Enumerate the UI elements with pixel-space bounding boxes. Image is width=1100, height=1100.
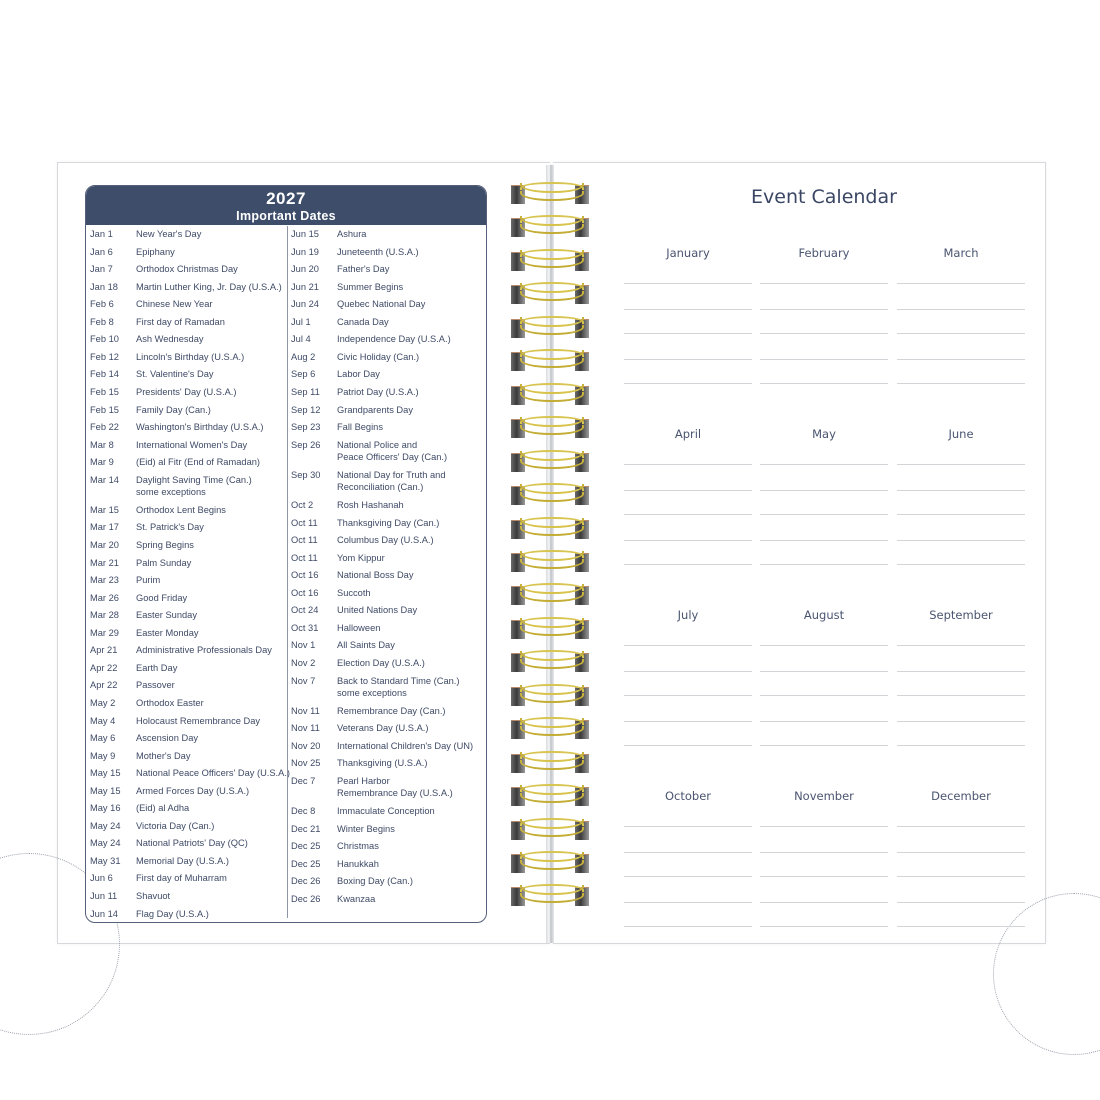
event-calendar-title: Event Calendar xyxy=(751,186,897,208)
month-block-december xyxy=(897,789,1025,803)
date-label: Mar 29 xyxy=(90,627,119,638)
month-block-january xyxy=(624,246,752,260)
date-label: Sep 6 xyxy=(291,369,316,380)
dates-left-column xyxy=(86,226,291,922)
writing-line[interactable] xyxy=(760,745,888,746)
event-label-continued: Reconciliation (Can.) xyxy=(337,482,424,493)
event-label: Mother's Day xyxy=(136,750,191,761)
writing-line[interactable] xyxy=(897,540,1025,541)
writing-line[interactable] xyxy=(624,926,752,927)
date-label: May 31 xyxy=(90,855,121,866)
event-label: Election Day (U.S.A.) xyxy=(337,657,425,668)
writing-line[interactable] xyxy=(760,721,888,722)
writing-line[interactable] xyxy=(760,876,888,877)
date-label: Mar 14 xyxy=(90,474,119,485)
month-name: July xyxy=(677,608,699,622)
event-label: Columbus Day (U.S.A.) xyxy=(337,535,434,546)
writing-line[interactable] xyxy=(897,333,1025,334)
writing-line[interactable] xyxy=(760,383,888,384)
date-label: Mar 15 xyxy=(90,504,119,515)
writing-line[interactable] xyxy=(760,926,888,927)
event-label: Thanksgiving (U.S.A.) xyxy=(337,758,428,769)
writing-line[interactable] xyxy=(897,490,1025,491)
event-label: Ashura xyxy=(337,229,367,239)
spiral-ring xyxy=(511,617,589,642)
event-label: Good Friday xyxy=(136,592,188,603)
event-label: Veterans Day (U.S.A.) xyxy=(337,723,429,734)
date-label: Sep 23 xyxy=(291,422,321,433)
event-label: Fall Begins xyxy=(337,422,383,433)
event-label: Civic Holiday (Can.) xyxy=(337,351,420,362)
writing-line[interactable] xyxy=(624,464,752,465)
spiral-ring xyxy=(511,349,589,374)
date-label: Feb 14 xyxy=(90,369,119,380)
writing-line[interactable] xyxy=(897,695,1025,696)
writing-line[interactable] xyxy=(897,359,1025,360)
date-label: May 15 xyxy=(90,768,121,779)
spiral-ring xyxy=(511,884,589,909)
date-label: Oct 16 xyxy=(291,587,319,598)
writing-line[interactable] xyxy=(897,383,1025,384)
date-label: Oct 16 xyxy=(291,570,319,581)
date-label: Feb 15 xyxy=(90,404,119,415)
writing-line[interactable] xyxy=(897,745,1025,746)
date-label: Apr 22 xyxy=(90,680,118,691)
dates-right-column xyxy=(287,226,487,918)
date-label: Jan 6 xyxy=(90,246,113,257)
date-label: Feb 12 xyxy=(90,351,119,362)
event-label: Lincoln's Birthday (U.S.A.) xyxy=(136,351,245,362)
event-label: Easter Sunday xyxy=(136,610,197,621)
date-label: Feb 22 xyxy=(90,422,119,433)
writing-line[interactable] xyxy=(760,645,888,646)
date-label: Mar 17 xyxy=(90,522,119,533)
date-label: Aug 2 xyxy=(291,351,316,362)
spiral-ring xyxy=(511,416,589,441)
event-label: National Day for Truth and xyxy=(337,469,446,480)
date-label: Apr 22 xyxy=(90,662,118,673)
event-label: Kwanzaa xyxy=(337,893,376,904)
date-label: May 15 xyxy=(90,785,121,796)
writing-line[interactable] xyxy=(624,514,752,515)
date-label: Mar 26 xyxy=(90,592,119,603)
event-label: Back to Standard Time (Can.) xyxy=(337,675,460,686)
event-label: (Eid) al Fitr (End of Ramadan) xyxy=(136,457,261,468)
month-block-november xyxy=(760,789,888,803)
date-label: Jan 18 xyxy=(90,281,118,292)
event-label: Patriot Day (U.S.A.) xyxy=(337,386,419,397)
date-label: May 24 xyxy=(90,820,121,831)
writing-line[interactable] xyxy=(624,283,752,284)
date-label: Sep 30 xyxy=(291,469,321,480)
event-label: Independence Day (U.S.A.) xyxy=(337,334,451,345)
date-label: Nov 11 xyxy=(291,705,320,716)
event-label: International Women's Day xyxy=(136,439,248,450)
event-label: Thanksgiving Day (Can.) xyxy=(337,517,440,528)
writing-line[interactable] xyxy=(760,902,888,903)
date-label: Jun 24 xyxy=(291,299,319,310)
writing-line[interactable] xyxy=(624,645,752,646)
writing-line[interactable] xyxy=(624,490,752,491)
writing-line[interactable] xyxy=(760,359,888,360)
writing-line[interactable] xyxy=(624,695,752,696)
date-label: Nov 11 xyxy=(291,723,320,734)
spiral-ring xyxy=(511,751,589,776)
month-name: January xyxy=(666,246,710,260)
date-label: Mar 9 xyxy=(90,457,114,468)
event-label: Orthodox Christmas Day xyxy=(136,264,238,275)
date-label: Nov 25 xyxy=(291,758,321,769)
date-label: Dec 25 xyxy=(291,841,321,852)
writing-line[interactable] xyxy=(760,464,888,465)
date-label: May 2 xyxy=(90,697,116,708)
date-label: Mar 20 xyxy=(90,540,119,550)
writing-line[interactable] xyxy=(760,514,888,515)
writing-line[interactable] xyxy=(624,359,752,360)
month-name: February xyxy=(798,246,850,260)
month-name: December xyxy=(931,789,991,803)
date-label: Mar 23 xyxy=(90,575,119,586)
year-heading: 2027 xyxy=(266,189,306,208)
event-label: Canada Day xyxy=(337,316,389,327)
spiral-ring xyxy=(511,818,589,843)
month-block-june xyxy=(897,427,1025,441)
month-block-september xyxy=(897,608,1025,622)
event-label: Ascension Day xyxy=(136,733,199,744)
date-label: Jul 4 xyxy=(291,334,311,345)
month-name: August xyxy=(803,608,845,622)
writing-line[interactable] xyxy=(760,826,888,827)
event-label: Earth Day xyxy=(136,662,178,673)
writing-line[interactable] xyxy=(624,671,752,672)
spiral-ring xyxy=(511,517,589,542)
event-label: New Year's Day xyxy=(136,229,202,239)
writing-line[interactable] xyxy=(624,333,752,334)
date-label: Dec 21 xyxy=(291,823,321,834)
spiral-ring xyxy=(511,550,589,575)
event-label-continued: some exceptions xyxy=(337,688,407,698)
event-label: Juneteenth (U.S.A.) xyxy=(337,246,419,257)
date-label: Feb 10 xyxy=(90,334,119,345)
writing-line[interactable] xyxy=(624,383,752,384)
writing-line[interactable] xyxy=(897,283,1025,284)
event-label: Grandparents Day xyxy=(337,404,413,415)
writing-line[interactable] xyxy=(897,514,1025,515)
date-label: Oct 11 xyxy=(291,535,318,546)
date-label: May 24 xyxy=(90,838,121,849)
event-label: National Peace Officers' Day (U.S.A.) xyxy=(136,768,291,779)
date-label: Jan 1 xyxy=(90,229,113,239)
event-label: Hanukkah xyxy=(337,858,379,869)
important-dates-header xyxy=(86,186,486,225)
month-name: October xyxy=(664,789,712,803)
writing-line[interactable] xyxy=(624,745,752,746)
month-block-may xyxy=(760,427,888,441)
event-label: International Children's Day (UN) xyxy=(337,740,474,751)
event-label: Father's Day xyxy=(337,264,390,275)
writing-line[interactable] xyxy=(897,671,1025,672)
writing-line[interactable] xyxy=(760,695,888,696)
date-label: Nov 2 xyxy=(291,657,316,668)
writing-line[interactable] xyxy=(897,564,1025,565)
writing-line[interactable] xyxy=(760,564,888,565)
event-label: First day of Muharram xyxy=(136,873,227,884)
spiral-ring xyxy=(511,282,589,307)
date-label: Nov 1 xyxy=(291,640,316,651)
writing-line[interactable] xyxy=(760,490,888,491)
event-label: Armed Forces Day (U.S.A.) xyxy=(136,785,250,796)
date-label: Dec 26 xyxy=(291,893,321,904)
writing-line[interactable] xyxy=(760,333,888,334)
writing-line[interactable] xyxy=(624,540,752,541)
date-label: Nov 7 xyxy=(291,675,316,686)
date-label: Jun 11 xyxy=(90,891,118,901)
event-label: Summer Begins xyxy=(337,281,404,292)
month-block-february xyxy=(760,246,888,260)
event-label: All Saints Day xyxy=(337,640,395,651)
spiral-ring xyxy=(511,583,589,608)
date-label: Jul 1 xyxy=(291,316,311,327)
event-label: First day of Ramadan xyxy=(136,316,225,327)
date-label: May 9 xyxy=(90,750,116,761)
dates-columns xyxy=(86,226,486,922)
spiral-ring xyxy=(511,450,589,475)
date-label: Sep 11 xyxy=(291,386,320,397)
writing-line[interactable] xyxy=(760,309,888,310)
event-label: Winter Begins xyxy=(337,823,395,834)
month-name: March xyxy=(943,246,979,260)
writing-line[interactable] xyxy=(624,902,752,903)
writing-line[interactable] xyxy=(897,852,1025,853)
writing-line[interactable] xyxy=(897,645,1025,646)
event-label: Spring Begins xyxy=(136,540,194,550)
writing-line[interactable] xyxy=(897,926,1025,927)
date-label: Feb 6 xyxy=(90,299,114,310)
date-label: Mar 28 xyxy=(90,610,119,621)
event-label: Labor Day xyxy=(337,369,380,380)
month-block-july xyxy=(624,608,752,622)
date-label: May 4 xyxy=(90,715,116,726)
event-label: Palm Sunday xyxy=(136,557,192,568)
writing-line[interactable] xyxy=(624,876,752,877)
spiral-ring xyxy=(511,215,589,240)
spiral-ring xyxy=(511,717,589,742)
date-label: Jun 6 xyxy=(90,873,113,884)
month-name: June xyxy=(948,427,974,441)
event-label: Pearl Harbor xyxy=(337,775,390,786)
month-block-august xyxy=(760,608,888,622)
event-label: Quebec National Day xyxy=(337,299,426,310)
event-label: Orthodox Lent Begins xyxy=(136,504,226,515)
event-label: Holocaust Remembrance Day xyxy=(136,715,261,726)
month-block-october xyxy=(624,789,752,803)
writing-line[interactable] xyxy=(624,309,752,310)
event-label: Ash Wednesday xyxy=(136,334,204,345)
date-label: Mar 8 xyxy=(90,439,114,450)
event-label: St. Patrick's Day xyxy=(136,522,204,533)
date-label: Jan 7 xyxy=(90,264,113,275)
event-label: Flag Day (U.S.A.) xyxy=(136,908,209,919)
writing-line[interactable] xyxy=(624,852,752,853)
writing-line[interactable] xyxy=(897,721,1025,722)
date-label: Jun 20 xyxy=(291,264,319,275)
spiral-ring xyxy=(511,316,589,341)
date-label: Jun 21 xyxy=(291,281,319,292)
writing-line[interactable] xyxy=(760,540,888,541)
important-dates-title: Important Dates xyxy=(236,209,336,223)
event-label: Daylight Saving Time (Can.) xyxy=(136,474,252,485)
event-label: Rosh Hashanah xyxy=(337,500,404,510)
date-label: Dec 7 xyxy=(291,775,316,786)
date-label: Jun 15 xyxy=(291,229,319,239)
event-label: Yom Kippur xyxy=(337,552,385,563)
writing-line[interactable] xyxy=(897,464,1025,465)
month-name: May xyxy=(812,427,836,441)
writing-line[interactable] xyxy=(897,902,1025,903)
writing-line[interactable] xyxy=(760,671,888,672)
date-label: Dec 25 xyxy=(291,858,321,869)
event-label: Administrative Professionals Day xyxy=(136,645,272,656)
event-label: Immaculate Conception xyxy=(337,806,435,817)
event-label: St. Valentine's Day xyxy=(136,369,214,380)
month-block-april xyxy=(624,427,752,441)
event-label: Easter Monday xyxy=(136,627,199,638)
spiral-ring xyxy=(511,249,589,274)
event-label: Memorial Day (U.S.A.) xyxy=(136,855,229,866)
event-label: Epiphany xyxy=(136,246,175,257)
event-label: Christmas xyxy=(337,841,379,852)
month-name: April xyxy=(674,427,702,441)
spiral-ring xyxy=(511,684,589,709)
date-label: Nov 20 xyxy=(291,740,321,751)
date-label: Oct 11 xyxy=(291,552,318,563)
date-label: May 16 xyxy=(90,803,121,814)
date-label: Oct 2 xyxy=(291,500,314,510)
date-label: Dec 26 xyxy=(291,876,321,887)
event-label: Martin Luther King, Jr. Day (U.S.A.) xyxy=(136,281,282,292)
date-label: Dec 8 xyxy=(291,806,316,817)
decorative-dotted-arc xyxy=(993,893,1100,1055)
event-label: National Patriots' Day (QC) xyxy=(136,838,248,849)
date-label: Oct 31 xyxy=(291,622,319,633)
event-label: National Boss Day xyxy=(337,570,414,581)
spiral-ring xyxy=(511,483,589,508)
spiral-ring xyxy=(511,784,589,809)
event-label: Shavuot xyxy=(136,891,171,901)
spiral-ring xyxy=(511,851,589,876)
date-label: Oct 24 xyxy=(291,605,319,616)
event-label: Purim xyxy=(136,575,161,586)
event-label: Halloween xyxy=(337,622,381,633)
writing-line[interactable] xyxy=(760,283,888,284)
event-label: United Nations Day xyxy=(337,605,418,616)
date-label: Feb 8 xyxy=(90,316,114,327)
writing-line[interactable] xyxy=(624,826,752,827)
writing-line[interactable] xyxy=(897,876,1025,877)
date-label: Jun 19 xyxy=(291,246,319,257)
date-label: Jun 14 xyxy=(90,908,118,919)
writing-line[interactable] xyxy=(897,826,1025,827)
date-label: Feb 15 xyxy=(90,386,119,397)
event-label: Succoth xyxy=(337,587,371,598)
important-dates-panel xyxy=(85,185,487,923)
event-label: Family Day (Can.) xyxy=(136,404,211,415)
date-label: Apr 21 xyxy=(90,645,118,656)
event-label: Orthodox Easter xyxy=(136,697,204,708)
writing-line[interactable] xyxy=(760,852,888,853)
event-label: Washington's Birthday (U.S.A.) xyxy=(136,422,264,433)
month-block-march xyxy=(897,246,1025,260)
event-label: Presidents' Day (U.S.A.) xyxy=(136,386,237,397)
date-label: Oct 11 xyxy=(291,517,318,528)
writing-line[interactable] xyxy=(897,309,1025,310)
spiral-ring xyxy=(511,650,589,675)
event-label-continued: Remembrance Day (U.S.A.) xyxy=(337,788,453,799)
date-label: May 6 xyxy=(90,733,116,744)
event-label: National Police and xyxy=(337,439,418,450)
event-label: (Eid) al Adha xyxy=(136,803,190,814)
month-name: November xyxy=(794,789,854,803)
writing-line[interactable] xyxy=(624,564,752,565)
writing-line[interactable] xyxy=(624,721,752,722)
event-label: Victoria Day (Can.) xyxy=(136,820,215,831)
event-label: Remembrance Day (Can.) xyxy=(337,705,446,716)
date-label: Mar 21 xyxy=(90,557,119,568)
date-label: Sep 12 xyxy=(291,404,321,415)
date-label: Sep 26 xyxy=(291,439,321,450)
month-name: September xyxy=(929,608,993,622)
spiral-ring xyxy=(511,383,589,408)
event-label-continued: Peace Officers' Day (Can.) xyxy=(337,452,448,463)
event-label: Passover xyxy=(136,680,175,691)
event-label: Chinese New Year xyxy=(136,299,213,310)
event-label-continued: some exceptions xyxy=(136,487,206,498)
event-label: Boxing Day (Can.) xyxy=(337,876,413,887)
